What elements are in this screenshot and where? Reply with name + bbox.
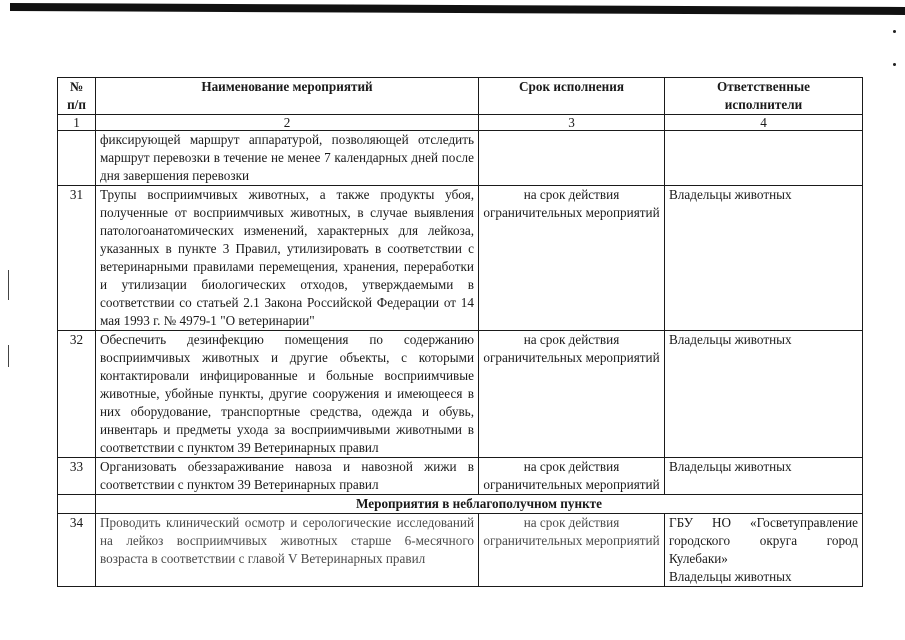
measure-text: Организовать обеззараживание навоза и навозной жижи в соответствии с пунктом 39 Ветеринарных правил bbox=[96, 458, 479, 495]
column-number: 1 bbox=[58, 115, 96, 131]
responsible-text: ГБУ НО «Госветуправление городского округа город Кулебаки» bbox=[669, 515, 858, 566]
responsible-text: Владельцы животных bbox=[665, 331, 863, 458]
column-number: 3 bbox=[479, 115, 665, 131]
header-number-line2: п/п bbox=[67, 97, 86, 112]
measure-text: Трупы восприимчивых животных, а также продукты убоя, полученные от восприимчивых животных, в случае выявления патологоанатомических изменений, характерных для лейкоза, указанных в пункте 3 Правил, утилизировать в соответствии с ветеринарными правилами перемещения, хранения, переработки и утилизации биологических отходов, утверждаемыми в соответствии со статьей 2.1 Закона Российской Федерации от 14 мая 1993 г. № 4979-1 "О ветеринарии" bbox=[96, 186, 479, 331]
measure-text: Обеспечить дезинфекцию помещения по содержанию восприимчивых животных и другие объекты, с которыми контактировали инфицированные и больные восприимчивые животные, убойные пункты, другие сооружения и имеющееся в них оборудование, транспортные средства, одежда и обувь, инвентарь и предметы ухода за восприимчивыми животными в соответствии с пунктом 39 Ветеринарных правил bbox=[96, 331, 479, 458]
table-row bbox=[58, 514, 863, 587]
responsible-text bbox=[665, 131, 863, 186]
header-responsible-line2: исполнители bbox=[724, 97, 803, 112]
column-number-row bbox=[58, 115, 863, 131]
deadline-text: на срок действия ограничительных мероприятий bbox=[479, 331, 665, 458]
header-name: Наименование мероприятий bbox=[96, 78, 479, 115]
scan-top-bar bbox=[10, 3, 905, 15]
measure-text: Проводить клинический осмотр и серологические исследований на лейкоз восприимчивых животных старше 6-месячного возраста в соответствии с главой V Ветеринарных правил bbox=[96, 514, 479, 587]
header-row bbox=[58, 78, 863, 115]
table-row bbox=[58, 458, 863, 495]
column-number: 4 bbox=[665, 115, 863, 131]
section-number-cell bbox=[58, 495, 96, 514]
header-responsible bbox=[665, 78, 863, 115]
scan-edge-mark bbox=[8, 345, 9, 367]
row-number bbox=[58, 131, 96, 186]
deadline-text bbox=[479, 131, 665, 186]
table-row bbox=[58, 331, 863, 458]
row-number: 31 bbox=[58, 186, 96, 331]
scan-speck bbox=[893, 30, 896, 33]
measure-text: фиксирующей маршрут аппаратурой, позволяющей отследить маршрут перевозки в течение не менее 7 календарных дней после дня завершения перевозки bbox=[96, 131, 479, 186]
responsible-text: Владельцы животных bbox=[665, 186, 863, 331]
header-responsible-line1: Ответственные bbox=[716, 79, 810, 94]
table-row bbox=[58, 186, 863, 331]
responsible-text: Владельцы животных bbox=[669, 569, 792, 584]
responsible-cell bbox=[665, 514, 863, 587]
section-row bbox=[58, 495, 863, 514]
row-number: 34 bbox=[58, 514, 96, 587]
header-deadline: Срок исполнения bbox=[479, 78, 665, 115]
scan-edge-mark bbox=[8, 270, 9, 300]
table-row bbox=[58, 131, 863, 186]
row-number: 33 bbox=[58, 458, 96, 495]
deadline-text: на срок действия ограничительных мероприятий bbox=[479, 458, 665, 495]
scan-speck bbox=[893, 63, 896, 66]
column-number: 2 bbox=[96, 115, 479, 131]
responsible-text: Владельцы животных bbox=[665, 458, 863, 495]
header-number-line1: № bbox=[69, 79, 84, 94]
section-title: Мероприятия в неблагополучном пункте bbox=[96, 495, 863, 514]
measures-table bbox=[57, 77, 863, 587]
deadline-text: на срок действия ограничительных мероприятий bbox=[479, 514, 665, 587]
deadline-text: на срок действия ограничительных мероприятий bbox=[479, 186, 665, 331]
header-number bbox=[58, 78, 96, 115]
row-number: 32 bbox=[58, 331, 96, 458]
